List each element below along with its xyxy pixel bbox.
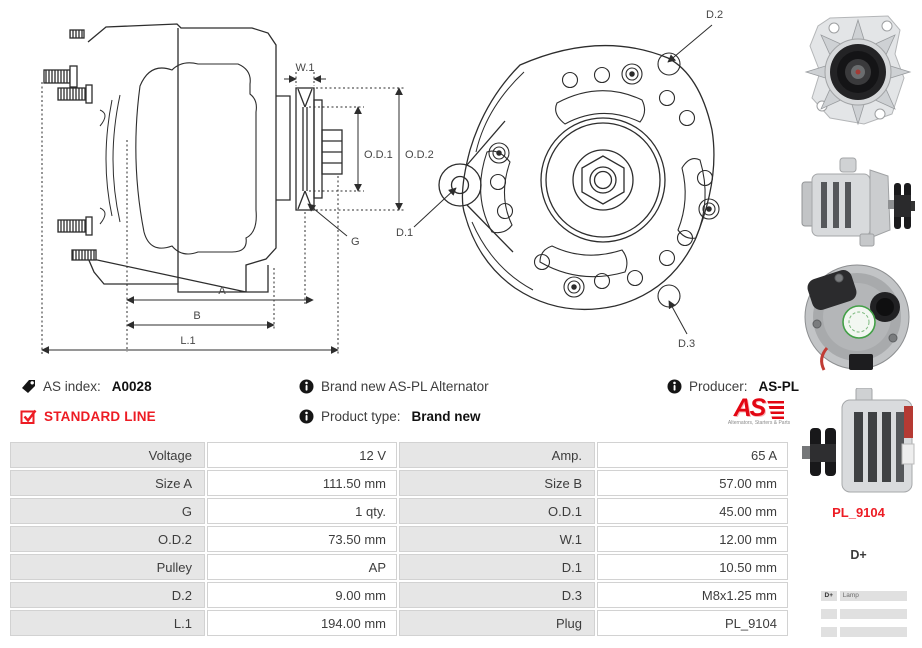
- product-photo-side-left: [798, 388, 920, 500]
- spec-label: Pulley: [10, 554, 205, 580]
- dim-label-a: A: [218, 285, 226, 297]
- pulley-side: [296, 88, 342, 210]
- spec-label: D.2: [10, 582, 205, 608]
- dim-label-od2: O.D.2: [405, 149, 434, 161]
- dim-label-d1: D.1: [396, 227, 414, 239]
- spec-label: Plug: [399, 610, 595, 636]
- product-photo-rear: [795, 260, 920, 378]
- producer-value: AS-PL: [758, 378, 800, 394]
- product-type-label: Product type:: [321, 408, 401, 424]
- pinout-row: [821, 609, 907, 619]
- as-index-item: [20, 377, 152, 395]
- producer-label: Producer:: [689, 378, 748, 394]
- spec-value: 73.50 mm: [207, 526, 397, 552]
- spec-value: 65 A: [597, 442, 788, 468]
- product-photo-front: [800, 8, 916, 140]
- info-icon: [299, 379, 314, 394]
- dim-label-d3: D.3: [678, 338, 696, 350]
- spec-label: Size B: [399, 470, 595, 496]
- spec-label: W.1: [399, 526, 595, 552]
- spec-label: Size A: [10, 470, 205, 496]
- spec-label: Amp.: [399, 442, 595, 468]
- spec-label: O.D.1: [399, 498, 595, 524]
- dim-label-g: G: [351, 236, 360, 248]
- spec-value: 9.00 mm: [207, 582, 397, 608]
- logo-stripes: [767, 401, 784, 420]
- spec-label: G: [10, 498, 205, 524]
- mounting-bolts: [44, 30, 96, 260]
- spec-label: Voltage: [10, 442, 205, 468]
- standard-line-label: STANDARD LINE: [44, 408, 156, 424]
- dim-label-d2: D.2: [706, 9, 724, 21]
- spec-value: AP: [207, 554, 397, 580]
- spec-label: D.3: [399, 582, 595, 608]
- spec-label: O.D.2: [10, 526, 205, 552]
- pinout-table: [821, 591, 907, 645]
- plug-code-label: PL_9104: [832, 505, 885, 520]
- info-icon: [667, 379, 682, 394]
- tag-icon: [20, 378, 36, 394]
- technical-drawing: [0, 0, 790, 370]
- front-view-leaders: [414, 25, 712, 334]
- brand-new-text: Brand new AS-PL Alternator: [321, 378, 489, 394]
- pinout-function-empty: [840, 627, 907, 637]
- pinout-function: Lamp: [840, 591, 907, 601]
- dim-label-l1: L.1: [180, 335, 196, 347]
- spec-value: PL_9104: [597, 610, 788, 636]
- dim-label-w1: W.1: [295, 62, 315, 74]
- pinout-row: [821, 591, 907, 601]
- product-photo-side-right: [798, 150, 918, 254]
- spec-value: 10.50 mm: [597, 554, 788, 580]
- logo-subtext: Alternators, Starters & Parts: [727, 420, 791, 426]
- pinout-pin: D+: [821, 591, 837, 601]
- spec-value: 1 qty.: [207, 498, 397, 524]
- as-index-value: A0028: [111, 378, 152, 394]
- spec-value: 12 V: [207, 442, 397, 468]
- brand-new-item: [299, 377, 489, 395]
- as-pl-logo: [724, 394, 794, 426]
- side-view-dimensions: [42, 72, 404, 356]
- terminal-label: D+: [850, 548, 867, 562]
- spec-label: L.1: [10, 610, 205, 636]
- front-view-drawing: [414, 25, 719, 334]
- product-type-item: [299, 407, 481, 425]
- spec-value: 45.00 mm: [597, 498, 788, 524]
- product-type-value: Brand new: [411, 408, 481, 424]
- dim-label-b: B: [193, 310, 201, 322]
- spec-value: 12.00 mm: [597, 526, 788, 552]
- logo-as-text: AS: [733, 394, 765, 422]
- spec-value: M8x1.25 mm: [597, 582, 788, 608]
- pinout-function-empty: [840, 609, 907, 619]
- as-index-label: AS index:: [43, 378, 101, 394]
- specs-table: [10, 442, 788, 636]
- spec-label: D.1: [399, 554, 595, 580]
- pinout-pin-empty: [821, 627, 837, 637]
- checkbox-checked-icon: [20, 408, 37, 424]
- pinout-row: [821, 627, 907, 637]
- info-icon: [299, 409, 314, 424]
- spec-value: 57.00 mm: [597, 470, 788, 496]
- spec-value: 194.00 mm: [207, 610, 397, 636]
- front-view-dimension-labels: [396, 9, 723, 350]
- spec-value: 111.50 mm: [207, 470, 397, 496]
- pinout-pin-empty: [821, 609, 837, 619]
- standard-line-item: [20, 407, 156, 425]
- producer-item: [667, 377, 799, 395]
- dim-label-od1: O.D.1: [364, 149, 393, 161]
- side-view-dimension-labels: [180, 62, 433, 347]
